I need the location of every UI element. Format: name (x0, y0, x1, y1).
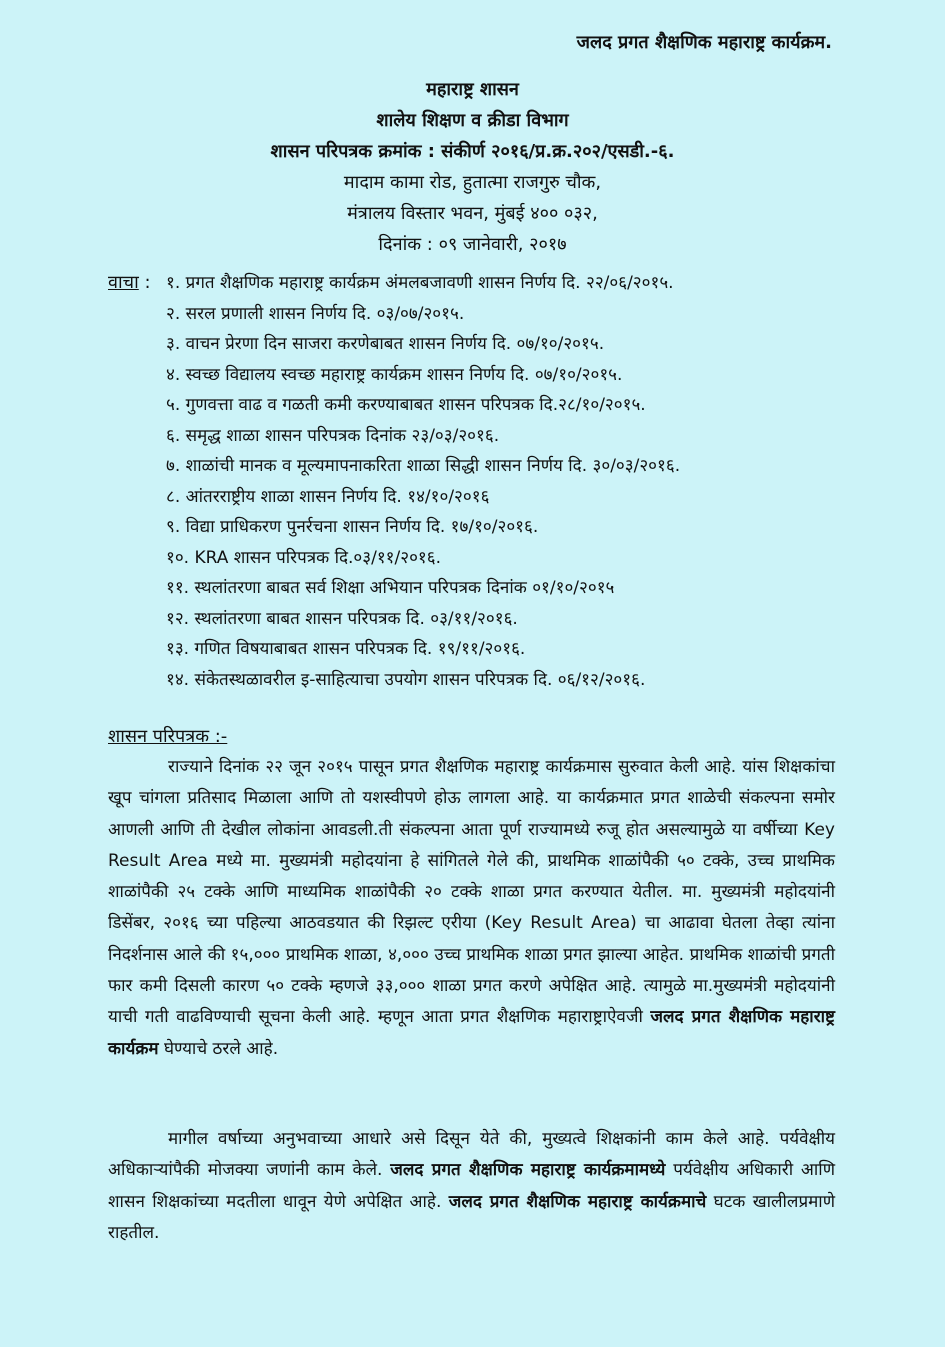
reading-item: १४. संकेतस्थळावरील इ-साहित्याचा उपयोग शासन परिपत्रक दि. ०६/१२/२०१६. (166, 669, 646, 690)
paragraph-1-text: राज्याने दिनांक २२ जून २०१५ पासून प्रगत शैक्षणिक महाराष्ट्र कार्यक्रमास सुरुवात केली आहे. यांस शिक्षकांचा खूप चांगला प्रतिसाद मिळाला आणि तो यशस्वीपणे होऊ लागला आहे. या कार्यक्रमात प्रगत शाळेची संकल्पना समोर आणली आणि ती देखील लोकांना आवडली.ती संकल्पना आता पूर्ण राज्यामध्ये रुजू होत असल्यामुळे या वर्षीच्या Key Result Area मध्ये मा. मुख्यमंत्री महोदयांना हे सांगितले गेले की, प्राथमिक शाळांपैकी ५० टक्के, उच्च प्राथमिक शाळांपैकी २५ टक्के आणि माध्यमिक शाळांपैकी २० टक्के शाळा प्रगत करण्यात येतील. मा. मुख्यमंत्री महोदयांनी डिसेंबर, २०१६ च्या पहिल्या आठवडयात की रिझल्ट एरीया (Key Result Area) चा आढावा घेतला तेव्हा त्यांना निदर्शनास आले की १५,००० प्राथमिक शाळा, ४,००० उच्च प्राथमिक शाळा प्रगत झाल्या आहेत. प्राथमिक शाळांची प्रगती फार कमी दिसली कारण ५० टक्के म्हणजे ३३,००० शाळा प्रगत करणे अपेक्षित आहे. त्यामुळे मा.मुख्यमंत्री महोदयांनी याची गती वाढविण्याची सूचना केली आहे. म्हणून आता प्रगत शैक्षणिक महाराष्ट्राऐवजी (108, 757, 835, 1028)
reading-label (108, 268, 151, 298)
reading-item: १. प्रगत शैक्षणिक महाराष्ट्र कार्यक्रम अंमलबजावणी शासन निर्णय दि. २२/०६/२०१५. (166, 273, 674, 293)
reading-item: १२. स्थलांतरणा बाबत शासन परिपत्रक दि. ०३/११/२०१६. (166, 608, 518, 629)
paragraph-2-text: मागील वर्षाच्या अनुभवाच्या आधारे असे दिसून येते की, मुख्यत्वे शिक्षकांनी काम केले आहे. पर्यवेक्षीय अधिकाऱ्यांपैकी मोजक्या जणांनी काम केले. (108, 1129, 835, 1181)
reading-item: १३. गणित विषयाबाबत शासन परिपत्रक दि. १९/११/२०१६. (166, 639, 526, 659)
body-paragraph-1 (108, 752, 835, 1065)
paragraph-2-bold-1: जलद प्रगत शैक्षणिक महाराष्ट्र कार्यक्रमामध्ये (390, 1160, 666, 1181)
document-program-title: जलद प्रगत शैक्षणिक महाराष्ट्र कार्यक्रम. (576, 32, 832, 53)
reading-item: ५. गुणवत्ता वाढ व गळती कमी करण्याबाबत शासन परिपत्रक दि.२८/१०/२०१५. (166, 395, 646, 415)
reading-item: २. सरल प्रणाली शासन निर्णय दि. ०३/०७/२०१५. (166, 303, 465, 324)
circular-number: शासन परिपत्रक क्रमांक : संकीर्ण २०१६/प्र.क्र.२०२/एसडी.-६. (270, 141, 675, 162)
reading-item: ८. आंतरराष्ट्रीय शाळा शासन निर्णय दि. १४/१०/२०१६ (166, 486, 490, 507)
reading-item: ४. स्वच्छ विद्यालय स्वच्छ महाराष्ट्र कार्यक्रम शासन निर्णय दि. ०७/१०/२०१५. (166, 364, 623, 385)
document-header (0, 74, 945, 260)
reading-list (166, 268, 680, 695)
reading-item: ३. वाचन प्रेरणा दिन साजरा करणेबाबत शासन निर्णय दि. ०७/१०/२०१५. (166, 334, 605, 354)
reading-item: १०. KRA शासन परिपत्रक दि.०३/११/२०१६. (166, 547, 442, 568)
body-paragraph-2 (108, 1124, 835, 1249)
government-name: महाराष्ट्र शासन (426, 79, 519, 100)
reading-item: ९. विद्या प्राधिकरण पुनर्रचना शासन निर्णय दि. १७/१०/२०१६. (166, 517, 539, 537)
paragraph-2-bold-2: जलद प्रगत शैक्षणिक महाराष्ट्र कार्यक्रमाचे (448, 1191, 707, 1212)
department-name: शालेय शिक्षण व क्रीडा विभाग (376, 110, 569, 131)
paragraph-2-mid: पर्यवेक्षीय अधिकारी आणि शासन शिक्षकांच्या मदतीला धावून येणे अपेक्षित आहे. (108, 1160, 835, 1212)
paragraph-1-tail: घेण्याचे ठरले आहे. (158, 1038, 279, 1059)
circular-date: दिनांक : ०९ जानेवारी, २०१७ (378, 234, 567, 255)
reading-item: ११. स्थलांतरणा बाबत सर्व शिक्षा अभियान परिपत्रक दिनांक ०१/१०/२०१५ (166, 578, 615, 598)
reading-item: ६. समृद्ध शाळा शासन परिपत्रक दिनांक २३/०३/२०१६. (166, 425, 500, 446)
reading-label-separator: : (138, 272, 151, 293)
address-line-2: मंत्रालय विस्तार भवन, मुंबई ४०० ०३२, (347, 203, 598, 224)
reading-item: ७. शाळांची मानक व मूल्यमापनाकरिता शाळा सिद्धी शासन निर्णय दि. ३०/०३/२०१६. (166, 456, 681, 476)
paragraph-2-tail: घटक खालीलप्रमाणे राहतील. (108, 1191, 835, 1243)
section-title: शासन परिपत्रक :- (108, 726, 228, 747)
paragraph-1-bold: जलद प्रगत शैक्षणिक महाराष्ट्र कार्यक्रम (108, 1007, 835, 1059)
reading-label-text: वाचा (108, 272, 139, 293)
address-line-1: मादाम कामा रोड, हुतात्मा राजगुरु चौक, (343, 172, 602, 193)
